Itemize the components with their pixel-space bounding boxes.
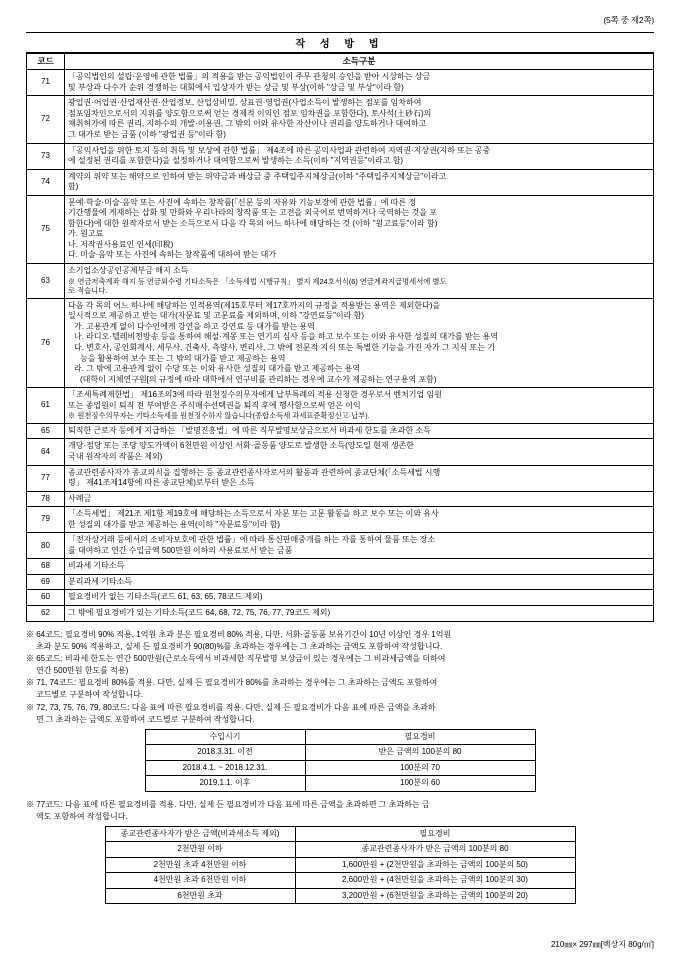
sub2-cell-expense: 종교관련종사자가 받은 금액의 100분의 80 <box>295 842 575 857</box>
cell-description <box>65 298 654 387</box>
sub2-cell-expense: 3,200만원 + (6천만원을 초과하는 금액의 100분의 20) <box>295 888 575 903</box>
sub1-column-period: 수입시기 <box>145 730 305 745</box>
note-77-line: ※ 77코드: 다음 표에 따른 필요경비를 적용. 다만, 실제 든 필요경비가 다음 표에 따른 금액을 초과하면 그 초과하는 금 <box>26 799 430 809</box>
cell-description <box>65 388 654 424</box>
cell-code: 68 <box>27 559 65 575</box>
necessary-expense-table-1 <box>145 729 536 792</box>
description-line: 「공익사업을 위한 토지 등의 취득 및 보상에 관한 법률」 제4조에 따른 공익사업과 관련하여 지역권·지상권(지하 또는 공중 <box>68 145 491 155</box>
note-line: ※ 72, 73, 75, 76, 79, 80코드: 다음 표에 따른 필요경비를 적용. 다만, 실제 든 필요경비가 다음 표에 따른 금액을 초과하 <box>26 702 436 712</box>
table-row <box>27 298 654 387</box>
paper-spec-footer: 210㎜× 297㎜[백상지 80g/㎡] <box>550 940 654 949</box>
description-line: 사례금 <box>68 493 92 503</box>
cell-code: 75 <box>27 195 65 263</box>
cell-description <box>65 559 654 575</box>
description-line: 계약의 위약 또는 해약으로 인하여 받는 위약금과 배상금 중 주택입주지체상금(이하 "주택입주지체상금"이라고 <box>68 171 447 181</box>
cell-code: 61 <box>27 388 65 424</box>
description-line: ※ 연금저축계좌 해지 등 연금외수령 기타소득은 「소득세법 시행규칙」 별지 제24호서식(6) 연금계좌지급명세서에 별도 <box>68 276 447 286</box>
description-line: 에 설정된 권리를 포함한다)을 설정하거나 대여함으로써 발생하는 소득(이하 "지역권등"이라고 함) <box>68 156 404 166</box>
description-line: 능을 활용하여 보수 또는 그 밖의 대가를 받고 제공하는 용역 <box>80 353 286 363</box>
sub1-row <box>145 745 535 760</box>
description-line: 개당·점당 또는 조당 양도가액이 6천만원 이상인 서화·골동품 양도로 발생한 소득(양도일 현재 생존한 <box>68 441 415 451</box>
sub2-cell-amount: 6천만원 초과 <box>105 888 295 903</box>
description-line: 필요경비가 없는 기타소득(코드 61, 63, 65, 78코드 제외) <box>68 592 263 602</box>
table-row <box>27 439 654 465</box>
note-line: ※ 64코드: 필요경비 90% 적용, 1억원 초과 분은 필요경비 80% 적용, 다만, 서화·골동품 보유기간이 10년 이상인 경우 1억원 <box>26 629 452 639</box>
sub2-cell-expense: 1,600만원 + (2천만원을 초과하는 금액의 100분의 50) <box>295 857 575 872</box>
table-row <box>27 465 654 491</box>
description-line: ※ 원천징수의무자는 기타소득세를 원천징수하지 않습니다(종합소득세 과세표준확정신고·납부). <box>68 411 370 421</box>
note-77-block <box>26 799 654 822</box>
code-description-table <box>26 53 654 622</box>
description-line: 문예·학술·미술·음악 또는 사진에 속하는 창작품[「신문 등의 자유와 기능보장에 관한 법률」에 따른 정 <box>68 197 417 207</box>
necessary-expense-table-2 <box>105 826 576 904</box>
description-line: 나. 저작권사용료인 인세(印稅) <box>68 239 174 249</box>
cell-description <box>65 263 654 298</box>
note-line: ※ 65코드: 비과세 한도는 연간 500만원(근로소득에서 비과세한 직무발명 보상금이 있는 경우에는 그 비과세금액을 더하여 <box>26 653 446 663</box>
cell-description <box>65 465 654 491</box>
cell-description <box>65 169 654 195</box>
description-line: 라. 그 밖에 고용관계 없이 수당 또는 이와 유사한 성질의 대가를 받고 제공하는 용역 <box>74 364 361 374</box>
table-body <box>27 70 654 621</box>
note-line: 면 그 초과하는 금액도 포함하여 코드별로 구분하여 작성합니다. <box>36 714 255 724</box>
cell-code: 74 <box>27 169 65 195</box>
sub1-cell-period: 2018.4.1. ~ 2018.12.31. <box>145 760 305 775</box>
table-row <box>27 263 654 298</box>
cell-code: 60 <box>27 590 65 606</box>
table-row <box>27 70 654 96</box>
cell-description <box>65 439 654 465</box>
description-line: 함한다)에 대한 원작자로서 받는 소득으로서 다음 각 목의 어느 하나에 해당하는 것 (이하 "원고료등"이라 함) <box>68 218 438 228</box>
table-row <box>27 590 654 606</box>
cell-code: 77 <box>27 465 65 491</box>
table-row <box>27 605 654 621</box>
description-line: 다. 변호사, 공인회계사, 세무사, 건축사, 측량사, 변리사, 그 밖에 전문적 지식 또는 특별한 기능을 가진 자가 그 지식 또는 기 <box>74 342 496 352</box>
description-line: 채취허가에 따른 권리, 지하수의 개발·이용권, 그 밖의 이와 유사한 자산이나 권리를 양도하거나 대여하고 <box>68 119 427 129</box>
sub2-cell-amount: 2천만원 초과 4천만원 이하 <box>105 857 295 872</box>
page-number-label: (5쪽 중 제2쪽) <box>603 15 654 25</box>
sub2-cell-amount: 4천만원 초과 6천만원 이하 <box>105 873 295 888</box>
description-line: 광업권·어업권·산업재산권·산업정보, 산업상비밀, 상표권·영업권(사업소득이 발생하는 점포를 임차하여 <box>68 98 422 108</box>
sub1-row <box>145 760 535 775</box>
cell-code: 62 <box>27 605 65 621</box>
sub1-cell-period: 2019.1.1. 이후 <box>145 776 305 791</box>
sub2-column-expense: 필요경비 <box>295 826 575 841</box>
notes-block <box>26 629 654 726</box>
cell-description <box>65 590 654 606</box>
table-row <box>27 195 654 263</box>
description-line: 퇴직한 근로자 등에게 지급하는 「발명진흥법」에 따른 직무발명보상금으로서 비과세 한도를 초과한 소득 <box>68 425 431 435</box>
sub1-header-row <box>145 730 535 745</box>
description-line: 나. 라디오·텔레비전방송 등을 통하여 해설·계몽 또는 연기의 심사 등을 하고 보수 또는 이와 유사한 성질의 대가를 받는 용역 <box>74 332 499 342</box>
sub1-cell-expense: 100분의 70 <box>305 760 535 775</box>
cell-code: 76 <box>27 298 65 387</box>
description-line: 그 밖에 필요경비가 있는 기타소득(코드 64, 68, 72, 75, 76, 77, 79코드 제외) <box>68 607 331 617</box>
sub2-row <box>105 873 575 888</box>
description-line: (대학이 지체연구원[의 규정에 따라 대학에서 연구비를 관리하는 경우에 교수가 제공하는 연구용역 포함) <box>80 374 437 384</box>
description-line: 령」 제41조제14항에 따른 종교단체)로부터 받은 소득 <box>68 478 255 488</box>
note-77-line: 액도 포함하여 작성합니다. <box>36 811 128 821</box>
description-line: 점포임차인으로서의 지위를 양도함으로써 얻는 경제적 이익인 점포 임차권을 포함한다), 토사석(土砂石)의 <box>68 108 432 118</box>
cell-code: 65 <box>27 423 65 439</box>
table-row <box>27 143 654 169</box>
page-title: 작 성 방 법 <box>26 32 654 53</box>
sub2-cell-amount: 2천만원 이하 <box>105 842 295 857</box>
cell-description <box>65 423 654 439</box>
note-line: 초과 분도 90% 적용하고, 실제 든 필요경비가 90(80)%를 초과하는 경우에는 그 초과하는 금액도 포함하여 작성합니다. <box>36 641 443 651</box>
cell-code: 69 <box>27 574 65 590</box>
cell-description <box>65 143 654 169</box>
sub1-column-expense: 필요경비 <box>305 730 535 745</box>
cell-code: 78 <box>27 491 65 507</box>
cell-code: 64 <box>27 439 65 465</box>
sub2-body <box>105 842 575 904</box>
cell-description <box>65 195 654 263</box>
sub1-row <box>145 776 535 791</box>
description-line: 또는 종업원이 퇴직 전 부여받은 주식매수선택권을 퇴직 후에 행사함으로써 얻은 이익 <box>68 400 361 410</box>
description-line: 「소득세법」 제21조 제1항 제19호에 해당하는 소득으로서 자문 또는 고문 활동을 하고 보수 또는 이와 유사 <box>68 509 439 519</box>
table-header-row <box>27 54 654 70</box>
table-row <box>27 423 654 439</box>
description-line: 비과세 기타소득 <box>68 561 125 571</box>
note-line: 연간 500만원 한도를 적용) <box>36 666 129 676</box>
table-row <box>27 96 654 143</box>
table-row <box>27 169 654 195</box>
column-header-income-type: 소득구분 <box>65 54 654 70</box>
note-line: 코드별로 구분하여 작성합니다. <box>36 690 144 700</box>
description-line: 가. 고용관계 없이 다수인에게 강연을 하고 강연료 등 대가를 받는 용역 <box>74 321 315 331</box>
description-line: 「공익법인의 설립·운영에 관한 법률」의 적용을 받는 공익법인이 주무 관청의 승인을 받아 시상하는 상금 <box>68 72 431 82</box>
sub2-header-row <box>105 826 575 841</box>
cell-description <box>65 96 654 143</box>
description-line: 함) <box>68 182 79 192</box>
sub1-cell-expense: 100분의 60 <box>305 776 535 791</box>
sub2-row <box>105 842 575 857</box>
table-row <box>27 574 654 590</box>
table-row <box>27 507 654 533</box>
cell-description <box>65 574 654 590</box>
description-line: 한 성질의 대가를 받고 제공하는 용역(이하 "자문료등"이라 함) <box>68 519 281 529</box>
table-row <box>27 559 654 575</box>
cell-code: 72 <box>27 96 65 143</box>
cell-code: 71 <box>27 70 65 96</box>
description-line: 로 적습니다. <box>68 286 108 296</box>
description-line: 및 부상과 다수가 순위 경쟁하는 대회에서 입상자가 받는 상금 및 부상(이하 "상금 및 부상"이라 함) <box>68 82 404 92</box>
sub1-cell-period: 2018.3.31. 이전 <box>145 745 305 760</box>
description-line: 일시적으로 제공하고 받는 대가(자문료 및 고문료를 제외하며, 이하 "강연료등"이라 함) <box>68 311 364 321</box>
cell-code: 73 <box>27 143 65 169</box>
description-line: 그 대가로 받는 금품 (이하 "광업권 등"이라 함) <box>68 129 226 139</box>
description-line: 다. 미술·음악 또는 사진에 속하는 창작품에 대하여 받는 대가 <box>68 250 277 260</box>
sub2-cell-expense: 2,600만원 + (4천만원을 초과하는 금액의 100분의 30) <box>295 873 575 888</box>
description-line: 기간행물에 게재하는 삽화 및 만화와 우리나라의 창작품 또는 고전을 외국어로 번역하거나 국역하는 것을 포 <box>68 208 437 218</box>
sub2-column-amount: 종교관련종사자가 받은 금액(비과세소득 제외) <box>105 826 295 841</box>
description-line: 소기업소상공인공제부금 해지 소득 <box>68 265 189 275</box>
table-row <box>27 388 654 424</box>
cell-description <box>65 605 654 621</box>
cell-code: 63 <box>27 263 65 298</box>
description-line: 분리과세 기타소득 <box>68 576 133 586</box>
sub2-row <box>105 857 575 872</box>
description-line: 국내 원작자의 작품은 제외) <box>68 451 163 461</box>
note-line: ※ 71, 74코드: 필요경비 80%를 적용. 다만, 실제 든 필요경비가 80%를 초과하는 경우에는 그 초과하는 금액도 포함하여 <box>26 678 438 688</box>
description-line: 가. 원고료 <box>68 229 104 239</box>
cell-code: 79 <box>27 507 65 533</box>
cell-description <box>65 491 654 507</box>
table-row <box>27 533 654 559</box>
cell-description <box>65 507 654 533</box>
cell-code: 80 <box>27 533 65 559</box>
sub1-body <box>145 745 535 791</box>
description-line: 「전자상거래 등에서의 소비자보호에 관한 법률」에 따라 통신판매중개를 하는 자를 통하여 물품 또는 장소 <box>68 535 436 545</box>
column-header-code: 코드 <box>27 54 65 70</box>
description-line: 다음 각 목의 어느 하나에 해당하는 인적용역(제15호부터 제17호까지의 규정을 적용받는 용역은 제외한다)을 <box>68 300 441 310</box>
table-row <box>27 491 654 507</box>
cell-description <box>65 70 654 96</box>
description-line: 「조세특례제한법」 제16조의3에 따라 원천징수의무자에게 납부특례의 적용 신청한 경우로서 벤처기업 임원 <box>68 390 442 400</box>
sub2-row <box>105 888 575 903</box>
description-line: 를 대여하고 연간 수입금액 500만원 이하의 사용료로서 받는 금품 <box>68 545 293 555</box>
cell-description <box>65 533 654 559</box>
description-line: 종교관련종사자가 종교의식을 집행하는 등 종교관련종사자로서의 활동과 관련하여 종교단체(「소득세법 시행 <box>68 467 441 477</box>
sub1-cell-expense: 받은 금액의 100분의 80 <box>305 745 535 760</box>
